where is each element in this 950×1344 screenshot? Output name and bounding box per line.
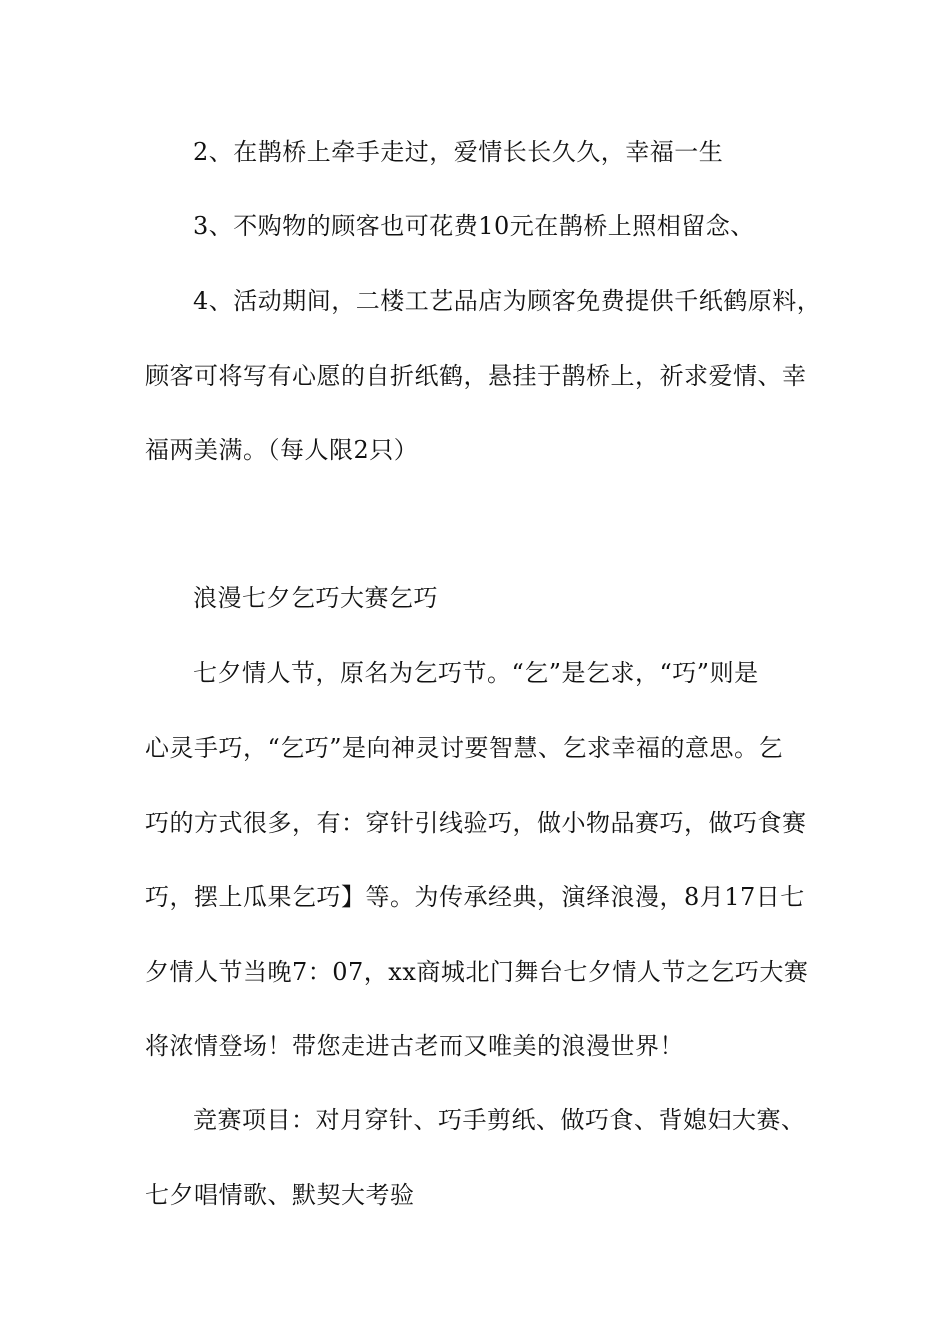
intro-paragraph-line-2: 心灵手巧，“乞巧”是向神灵讨要智慧、乞求幸福的意思。乞 (145, 734, 784, 762)
list-item-4-line-2: 顾客可将写有心愿的自折纸鹤，悬挂于鹊桥上，祈求爱情、幸 (145, 362, 807, 390)
list-item-2: 2、在鹊桥上牵手走过，爱情长长久久，幸福一生 (193, 138, 724, 166)
intro-paragraph-line-3: 巧的方式很多，有：穿针引线验巧，做小物品赛巧，做巧食赛 (145, 809, 807, 837)
intro-paragraph-line-5: 夕情人节当晚7：07，xx商城北门舞台七夕情人节之乞巧大赛 (145, 958, 809, 986)
intro-paragraph-line-4: 巧，摆上瓜果乞巧】等。为传承经典，演绎浪漫，8月17日七 (145, 883, 805, 911)
events-paragraph-line-2: 七夕唱情歌、默契大考验 (145, 1181, 415, 1209)
events-paragraph-line-1: 竞赛项目：对月穿针、巧手剪纸、做巧食、背媳妇大赛、 (193, 1106, 806, 1134)
section-title: 浪漫七夕乞巧大赛乞巧 (193, 584, 438, 612)
list-item-3: 3、不购物的顾客也可花费10元在鹊桥上照相留念、 (193, 212, 755, 240)
intro-paragraph-line-1: 七夕情人节，原名为乞巧节。“乞”是乞求，“巧”则是 (193, 659, 759, 687)
intro-paragraph-line-6: 将浓情登场！带您走进古老而又唯美的浪漫世界！ (145, 1032, 684, 1060)
list-item-4-line-3: 福两美满。（每人限2只） (145, 436, 419, 464)
list-item-4-line-1: 4、活动期间，二楼工艺品店为顾客免费提供千纸鹤原料， (193, 287, 822, 315)
